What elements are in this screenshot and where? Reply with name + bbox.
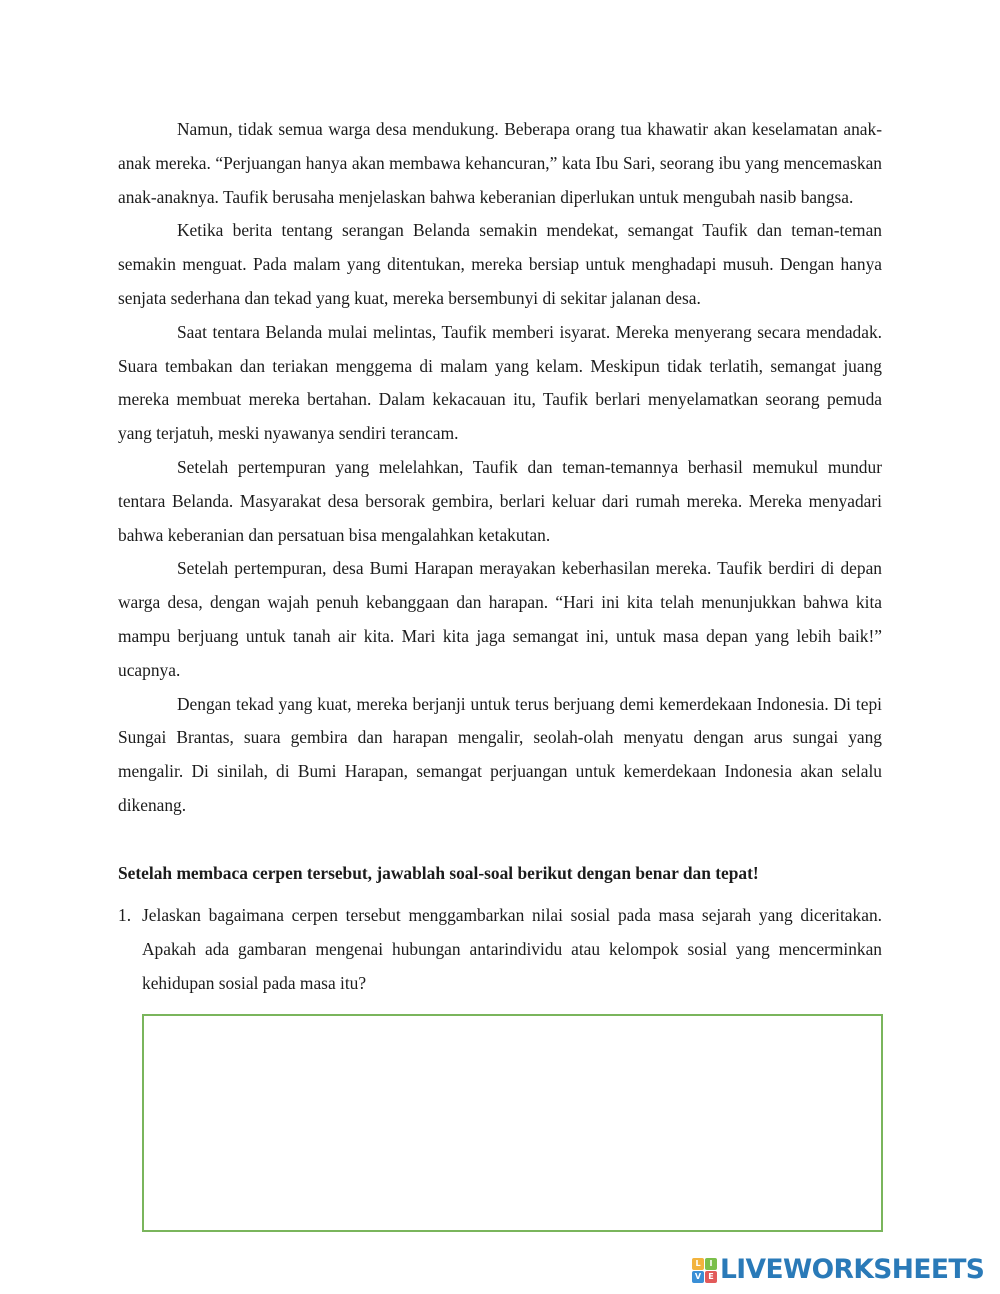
paragraph: Saat tentara Belanda mulai melintas, Taufik memberi isyarat. Mereka menyerang secara mendadak. Suara tembakan dan teriakan menggema di malam yang kelam. Meskipun tidak terlatih, semangat juang mereka membuat mereka bertahan. Dalam kekacauan itu, Taufik berlari menyelamatkan seorang pemuda yang terjatuh, meski nyawanya sendiri terancam. [118,321,882,444]
logo-mark-letter: E [705,1271,717,1283]
logo-mark-letter: V [692,1271,704,1283]
paragraph: Namun, tidak semua warga desa mendukung. Beberapa orang tua khawatir akan keselamatan anak-anak mereka. “Perjuangan hanya akan membawa kehancuran,” kata Ibu Sari, seorang ibu yang mencemaskan anak-anaknya. Taufik berusaha menjelaskan bahwa keberanian diperlukan untuk mengubah nasib bangsa. [118,119,882,207]
paragraph: Ketika berita tentang serangan Belanda semakin mendekat, semangat Taufik dan teman-teman semakin menguat. Pada malam yang ditentukan, mereka bersiap untuk menghadapi musuh. Dengan hanya senjata sederhana dan tekad yang kuat, mereka bersembunyi di sekitar jalanan desa. [118,220,882,308]
question-number: 1. [118,905,132,925]
question-1 [118,899,882,1000]
liveworksheets-logo [692,1256,984,1284]
story-text [118,113,882,823]
paragraph: Dengan tekad yang kuat, mereka berjanji untuk terus berjuang demi kemerdekaan Indonesia. Di tepi Sungai Brantas, suara gembira dan harapan mengalir, seolah-olah menyatu dengan arus sungai yang mengalir. Di sinilah, di Bumi Harapan, semangat perjuangan untuk kemerdekaan Indonesia akan selalu dikenang. [118,693,882,815]
paragraph: Setelah pertempuran yang melelahkan, Taufik dan teman-temannya berhasil memukul mundur tentara Belanda. Masyarakat desa bersorak gembira, berlari keluar dari rumah mereka. Mereka menyadari bahwa keberanian dan persatuan bisa mengalahkan ketakutan. [118,456,882,545]
logo-mark-letter: I [705,1258,717,1270]
logo-text: LIVEWORKSHEETS [720,1254,985,1285]
answer-input[interactable] [144,1016,881,1230]
instruction-heading: Setelah membaca cerpen tersebut, jawablah soal-soal berikut dengan benar dan tepat! [118,863,759,883]
paragraph: Setelah pertempuran, desa Bumi Harapan merayakan keberhasilan mereka. Taufik berdiri di depan warga desa, dengan wajah penuh kebanggaan dan harapan. “Hari ini kita telah menunjukkan bahwa kita mampu berjuang untuk tanah air kita. Mari kita jaga semangat ini, untuk masa depan yang lebih baik!” ucapnya. [118,558,882,680]
liveworksheets-logo-icon [692,1258,717,1283]
logo-mark-letter: L [692,1258,704,1270]
question-text: Jelaskan bagaimana cerpen tersebut menggambarkan nilai sosial pada masa sejarah yang diceritakan. Apakah ada gambaran mengenai hubungan antarindividu atau kelompok sosial yang mencerminkan kehidupan sosial pada masa itu? [142,905,882,993]
answer-box[interactable] [142,1014,883,1232]
